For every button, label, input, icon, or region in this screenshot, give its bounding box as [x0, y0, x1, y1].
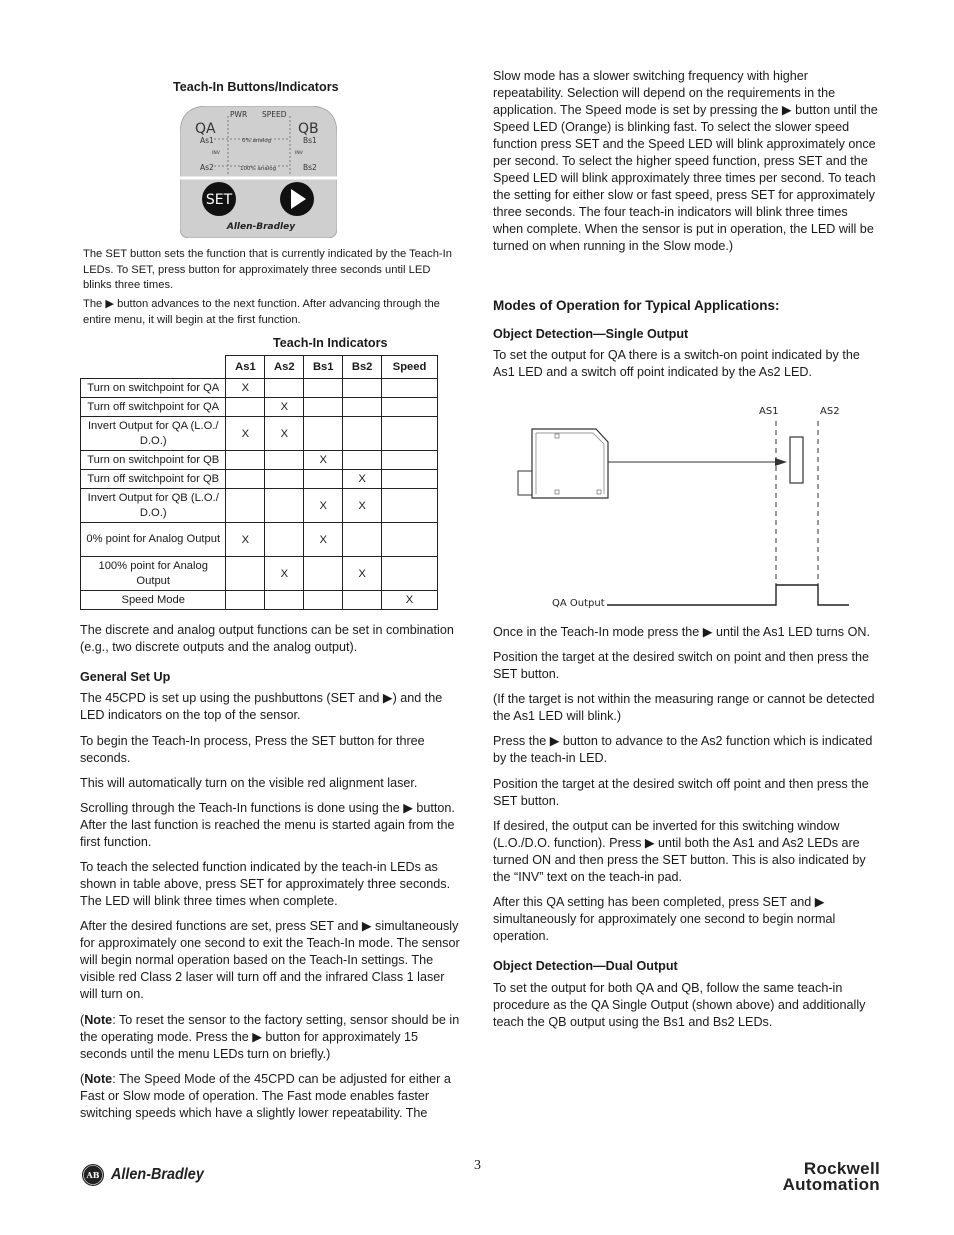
- table-cell: X: [343, 489, 382, 523]
- table-cell: [304, 557, 343, 591]
- inv-right-label: INV: [295, 151, 303, 156]
- table-row: [81, 591, 438, 610]
- table-cell: [343, 379, 382, 398]
- right-p7: After this QA setting has been completed, press SET and ▶ simultaneously for approximately one second to begin normal operation.: [493, 895, 836, 943]
- advance-button[interactable]: [280, 182, 314, 216]
- table-cell: X: [343, 470, 382, 489]
- col-header: Bs2: [343, 356, 382, 379]
- table-cell: X: [226, 523, 265, 557]
- table-cell: [382, 379, 438, 398]
- table-cell: [265, 470, 304, 489]
- table-row: [81, 398, 438, 417]
- beam-arrow-icon: [775, 458, 787, 466]
- table-cell: [382, 417, 438, 451]
- row-label: Invert Output for QB (L.O./ D.O.): [81, 489, 226, 523]
- table-row: [81, 557, 438, 591]
- output-signal: [607, 585, 849, 605]
- row-label: Speed Mode: [81, 591, 226, 610]
- single-output-paragraph: To set the output for QA there is a switch-on point indicated by the As1 LED and a switch off point indicated by the As2 LED.: [493, 348, 860, 379]
- table-row: [81, 489, 438, 523]
- rockwell-automation-logo: [756, 1161, 880, 1193]
- table-cell: X: [265, 557, 304, 591]
- note-reset: (Note: To reset the sensor to the factory setting, sensor should be in the operating mode. Press the ▶ button for approximately 15 seconds until the menu LEDs turn on briefly.): [80, 1013, 460, 1061]
- general-p3: This will automatically turn on the visible red alignment laser.: [80, 776, 418, 790]
- table-cell: [382, 398, 438, 417]
- table-row: [81, 470, 438, 489]
- table-cell: [265, 379, 304, 398]
- table-cell: [343, 591, 382, 610]
- slow-mode-paragraph: Slow mode has a slower switching frequency with higher repeatability. Selection will depend on the requirements in the application. The Speed mode is set by pressing the ▶ button until the Speed LED (Orange) is blinking fast. To select the slower speed function press SET and the Speed LED will blink approximately once per second. To select the higher speed function, press SET and the Speed LED will blink approximately three times per second. To teach the setting for either slow or fast speed, press SET for approximately three seconds. The four teach-in indicators will blink three times when complete. When the sensor is put in operation, the LED will be turned on when running in the Slow mode.): [493, 69, 878, 253]
- table-cell: [304, 398, 343, 417]
- general-p1: The 45CPD is set up using the pushbuttons (SET and ▶) and the LED indicators on the top of the sensor.: [80, 691, 443, 722]
- pwr-label: PWR: [230, 110, 248, 119]
- right-p6: If desired, the output can be inverted for this switching window (L.O./D.O. function). Press ▶ until both the As1 and As2 LEDs are turned ON and then press the SET button. This is also indicated by the “INV” text on the teach-in pad.: [493, 819, 866, 884]
- right-p4: Press the ▶ button to advance to the As2 function which is indicated by the teach-in LED.: [493, 734, 873, 765]
- teach-in-pad: [180, 106, 337, 238]
- single-output-heading: Object Detection—Single Output: [493, 327, 689, 341]
- set-description: The SET button sets the function that is currently indicated by the Teach-In LEDs. To SET, press button for approximately three seconds until LED blinks three times.: [83, 248, 452, 291]
- right-p1: Once in the Teach-In mode press the ▶ until the As1 LED turns ON.: [493, 625, 870, 639]
- single-output-diagram: [493, 398, 879, 618]
- row-label: Invert Output for QA (L.O./ D.O.): [81, 417, 226, 451]
- table-cell: [382, 470, 438, 489]
- table-cell: [382, 451, 438, 470]
- table-cell: [304, 379, 343, 398]
- row-label: Turn off switchpoint for QB: [81, 470, 226, 489]
- sensor-icon: [518, 429, 608, 498]
- row-label: Turn off switchpoint for QA: [81, 398, 226, 417]
- table-cell: [226, 398, 265, 417]
- table-cell: [343, 523, 382, 557]
- right-p2: Position the target at the desired switch on point and then press the SET button.: [493, 650, 869, 681]
- table-cell: [226, 451, 265, 470]
- as2-marker: AS2: [820, 406, 840, 417]
- set-button-label: SET: [205, 192, 233, 208]
- table-cell: X: [343, 557, 382, 591]
- note-speed: (Note: The Speed Mode of the 45CPD can be adjusted for either a Fast or Slow mode of operation. The Fast mode enables faster switching speeds which have a slightly lower repeatability. The: [80, 1072, 451, 1120]
- modes-heading: Modes of Operation for Typical Applications:: [493, 298, 780, 313]
- general-heading: General Set Up: [80, 670, 171, 684]
- qb-label: QB: [298, 121, 319, 137]
- table-cell: X: [226, 417, 265, 451]
- table-title: Teach-In Indicators: [273, 336, 388, 350]
- row-label: 0% point for Analog Output: [81, 523, 226, 557]
- note-label: Note: [84, 1072, 113, 1086]
- teach-in-table: [80, 355, 438, 610]
- table-corner: [81, 356, 226, 379]
- table-cell: X: [304, 451, 343, 470]
- table-cell: [226, 470, 265, 489]
- set-button[interactable]: [202, 182, 236, 216]
- analog0-label: 0% analog: [242, 138, 272, 144]
- row-label: 100% point for Analog Output: [81, 557, 226, 591]
- table-cell: [226, 591, 265, 610]
- ab-brand-text: Allen-Bradley: [111, 1166, 204, 1183]
- page-number: 3: [474, 1158, 481, 1173]
- col-header: As2: [265, 356, 304, 379]
- table-cell: [343, 398, 382, 417]
- inv-left-label: INV: [212, 151, 220, 156]
- pad-brand: Allen-Bradley: [226, 222, 296, 232]
- table-cell: X: [226, 379, 265, 398]
- as2-label: As2: [200, 163, 214, 172]
- table-cell: [265, 489, 304, 523]
- table-cell: [382, 557, 438, 591]
- table-cell: [343, 417, 382, 451]
- general-p6: After the desired functions are set, press SET and ▶ simultaneously for approximately one second to exit the Teach-In mode. The sensor will begin normal operation based on the Teach-In settings. The visible red Class 2 laser will turn off and the infrared Class 1 laser will turn on.: [80, 919, 460, 1001]
- dual-output-heading: Object Detection—Dual Output: [493, 959, 678, 973]
- table-cell: X: [304, 489, 343, 523]
- col-header: Speed: [382, 356, 438, 379]
- speed-label: SPEED: [262, 110, 287, 119]
- table-cell: [304, 417, 343, 451]
- row-label: Turn on switchpoint for QA: [81, 379, 226, 398]
- bs1-label: Bs1: [303, 136, 317, 145]
- table-row: [81, 523, 438, 557]
- as1-marker: AS1: [759, 406, 779, 417]
- target: [790, 437, 803, 483]
- row-label: Turn on switchpoint for QB: [81, 451, 226, 470]
- table-cell: [304, 470, 343, 489]
- right-p8: To set the output for both QA and QB, follow the same teach-in procedure as the QA Single Output (shown above) and additionally teach the QB output using the Bs1 and Bs2 LEDs.: [493, 981, 866, 1029]
- table-cell: [265, 591, 304, 610]
- table-cell: [343, 451, 382, 470]
- general-p4: Scrolling through the Teach-In functions is done using the ▶ button. After the last function is reached the menu is started again from the first function.: [80, 801, 455, 849]
- analog100-label: 100% analog: [240, 166, 277, 172]
- svg-text:AB: AB: [86, 1170, 100, 1180]
- discrete-paragraph: The discrete and analog output functions can be set in combination (e.g., two discrete outputs and the analog output).: [80, 623, 454, 654]
- advance-description: The ▶ button advances to the next function. After advancing through the entire menu, it will begin at the first function.: [83, 298, 440, 326]
- table-cell: [226, 557, 265, 591]
- general-p2: To begin the Teach-In process, Press the SET button for three seconds.: [80, 734, 425, 765]
- qa-output-label: QA Output: [552, 598, 605, 609]
- right-p5: Position the target at the desired switch off point and then press the SET button.: [493, 777, 869, 808]
- as1-label: As1: [200, 136, 214, 145]
- bs2-label: Bs2: [303, 163, 317, 172]
- table-cell: [226, 489, 265, 523]
- table-row: [81, 417, 438, 451]
- allen-bradley-logo: [80, 1162, 220, 1188]
- table-cell: [265, 451, 304, 470]
- right-p3: (If the target is not within the measuring range or cannot be detected the As1 LED will blink.): [493, 692, 875, 723]
- table-cell: X: [382, 591, 438, 610]
- table-row: [81, 379, 438, 398]
- table-cell: [382, 523, 438, 557]
- ab-seal-icon: [81, 1163, 105, 1187]
- qa-label: QA: [195, 121, 216, 137]
- table-header-row: [81, 356, 438, 379]
- table-row: [81, 451, 438, 470]
- note-label: Note: [84, 1013, 113, 1027]
- table-cell: X: [265, 398, 304, 417]
- table-cell: X: [304, 523, 343, 557]
- pad-title: Teach-In Buttons/Indicators: [173, 80, 339, 94]
- table-cell: X: [265, 417, 304, 451]
- table-cell: [382, 489, 438, 523]
- col-header: Bs1: [304, 356, 343, 379]
- table-cell: [304, 591, 343, 610]
- ra-line1: Rockwell: [803, 1159, 880, 1178]
- ra-line2: Automation: [782, 1175, 880, 1194]
- table-cell: [265, 523, 304, 557]
- general-p5: To teach the selected function indicated by the teach-in LEDs as shown in table above, press SET for approximately three seconds. The LED will blink three times when complete.: [80, 860, 451, 908]
- col-header: As1: [226, 356, 265, 379]
